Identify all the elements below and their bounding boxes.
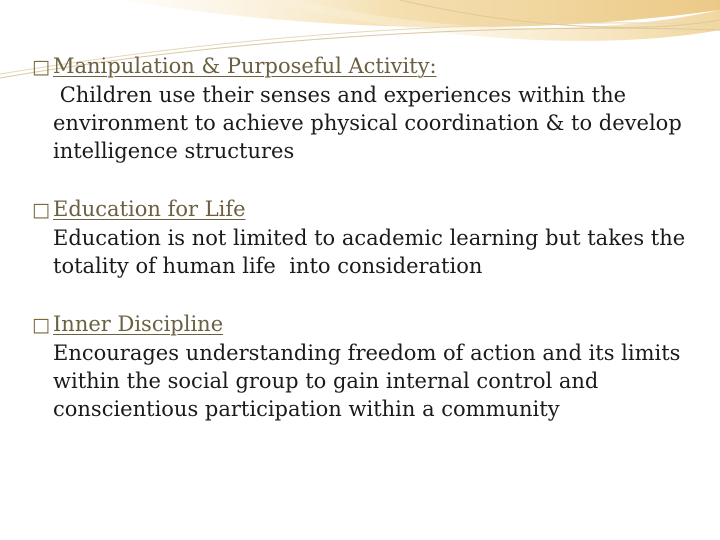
bullet-icon: □ (32, 199, 50, 221)
bullet-heading-row (32, 52, 702, 81)
bullet-body: Education is not limited to academic learning but takes the totality of human life into consideration (53, 226, 692, 278)
bullet-item-inner-discipline (32, 310, 702, 423)
bullet-heading-row (32, 310, 702, 339)
bullet-heading: Education for Life (53, 197, 246, 221)
bullet-body: Encourages understanding freedom of action and its limits within the social group to gain internal control and conscientious participation within a community (53, 341, 688, 421)
bullet-icon: □ (32, 56, 50, 78)
bullet-heading: Inner Discipline (53, 312, 224, 336)
bullet-icon: □ (32, 314, 50, 336)
bullet-heading-row (32, 195, 702, 224)
bullet-body: Children use their senses and experiences within the environment to achieve physical coordination & to develop intelligence structures (53, 83, 689, 163)
bullet-item-manipulation (32, 52, 702, 165)
bullet-list (32, 52, 702, 453)
bullet-item-education-for-life (32, 195, 702, 280)
bullet-heading: Manipulation & Purposeful Activity: (53, 54, 437, 78)
